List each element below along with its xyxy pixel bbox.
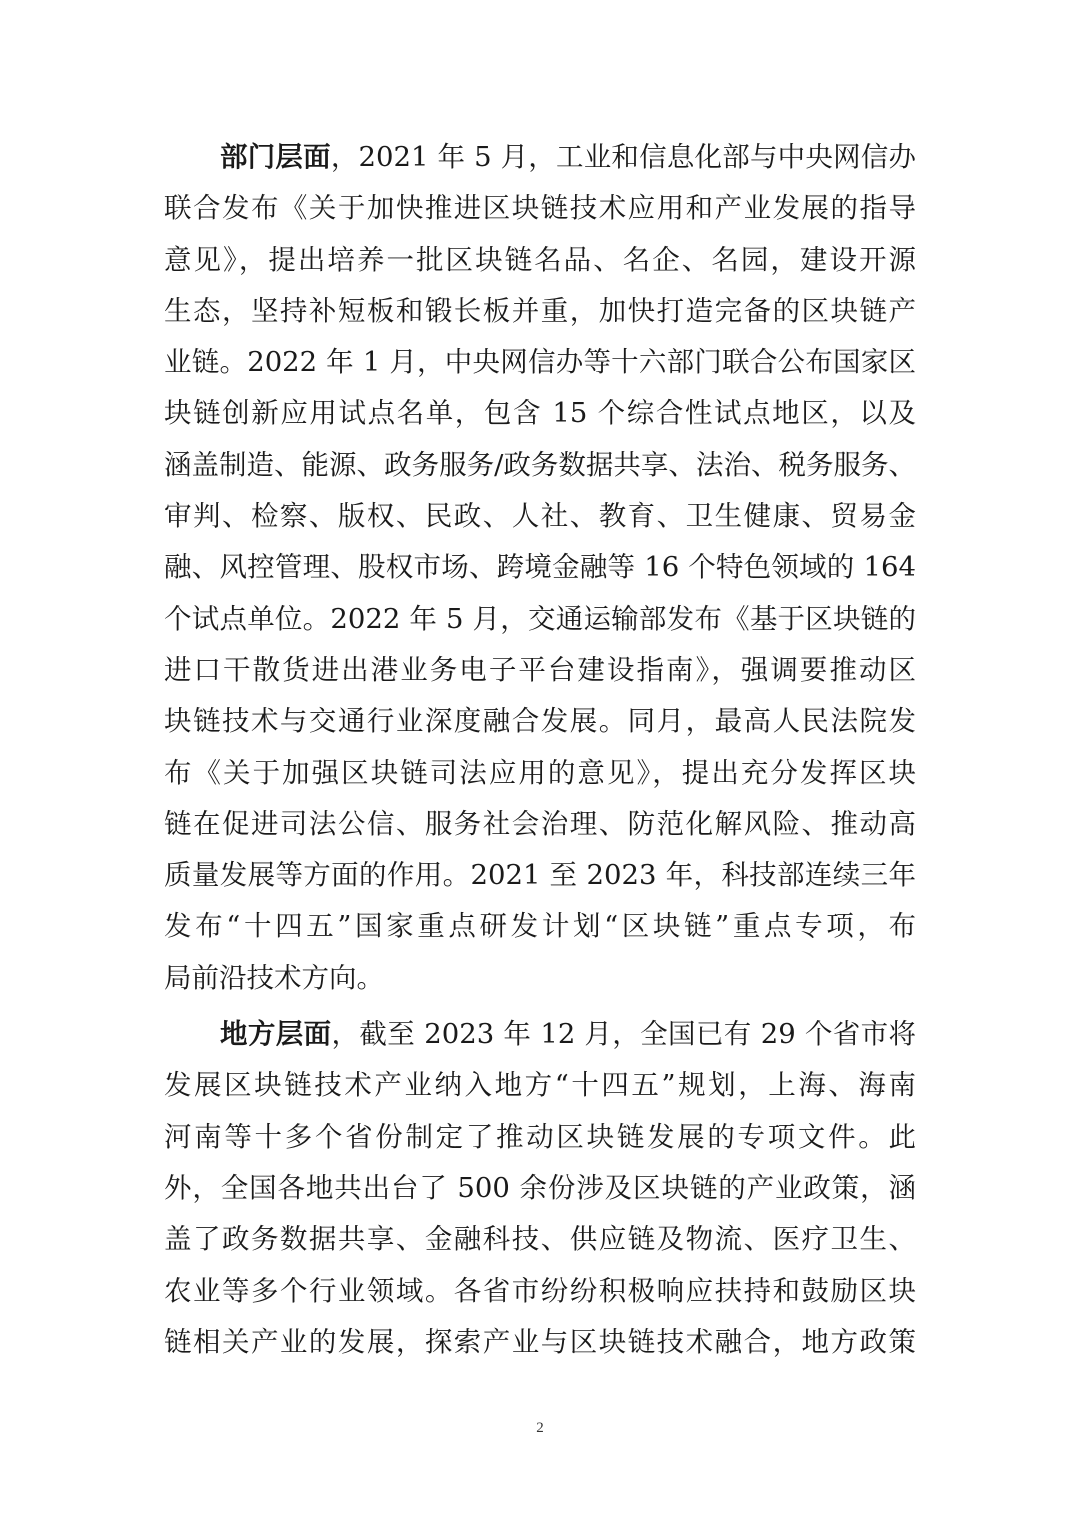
text-line: 业链。2022 年 1 月，中央网信办等十六部门联合公布国家区 [164, 346, 916, 379]
body-text [164, 132, 916, 1368]
text-line: 块链创新应用试点名单，包含 15 个综合性试点地区，以及 [164, 397, 916, 430]
text-line: 意见》，提出培养一批区块链名品、名企、名园，建设开源 [164, 243, 916, 276]
text-line: 进口干散货进出港业务电子平台建设指南》，强调要推动区 [164, 653, 916, 686]
text-line: 融、风控管理、股权市场、跨境金融等 16 个特色领域的 164 [164, 551, 916, 584]
page-number: 2 [536, 1420, 544, 1436]
text-line: 部门层面，2021 年 5 月，工业和信息化部与中央网信办 [220, 141, 916, 173]
text-line: 链在促进司法公信、服务社会治理、防范化解风险、推动高 [164, 807, 916, 840]
text-line: 河南等十多个省份制定了推动区块链发展的专项文件。此 [164, 1120, 916, 1153]
text-line: 发布“十四五”国家重点研发计划“区块链”重点专项，布 [164, 910, 916, 943]
text-line: 个试点单位。2022 年 5 月，交通运输部发布《基于区块链的 [164, 602, 916, 635]
text-line: 块链技术与交通行业深度融合发展。同月，最高人民法院发 [164, 705, 916, 738]
text-line: 发展区块链技术产业纳入地方“十四五”规划，上海、海南 [164, 1069, 916, 1102]
text-line: 生态，坚持补短板和锻长板并重，加快打造完备的区块链产 [164, 294, 916, 327]
paragraph-heading: 部门层面 [220, 141, 331, 173]
paragraph-department-level [164, 132, 916, 1004]
text-line: 审判、检察、版权、民政、人社、教育、卫生健康、贸易金 [164, 500, 916, 533]
text-line: 链相关产业的发展，探索产业与区块链技术融合，地方政策 [164, 1325, 916, 1358]
text-line: 盖了政务数据共享、金融科技、供应链及物流、医疗卫生、 [164, 1223, 916, 1256]
text-line: 联合发布《关于加快推进区块链技术应用和产业发展的指导 [164, 192, 916, 225]
text-line: 布《关于加强区块链司法应用的意见》，提出充分发挥区块 [164, 756, 916, 789]
paragraph-heading: 地方层面 [220, 1018, 332, 1051]
text-line: 涵盖制造、能源、政务服务/政务数据共享、法治、税务服务、 [164, 448, 916, 481]
text-line: 局前沿技术方向。 [164, 961, 384, 994]
text-line: 外，全国各地共出台了 500 余份涉及区块链的产业政策，涵 [164, 1171, 916, 1204]
text-line: 地方层面，截至 2023 年 12 月，全国已有 29 个省市将 [220, 1018, 916, 1051]
text-line: 农业等多个行业领域。各省市纷纷积极响应扶持和鼓励区块 [164, 1274, 916, 1307]
text-line: 质量发展等方面的作用。2021 至 2023 年，科技部连续三年 [164, 859, 916, 892]
paragraph-local-level [164, 1009, 916, 1368]
